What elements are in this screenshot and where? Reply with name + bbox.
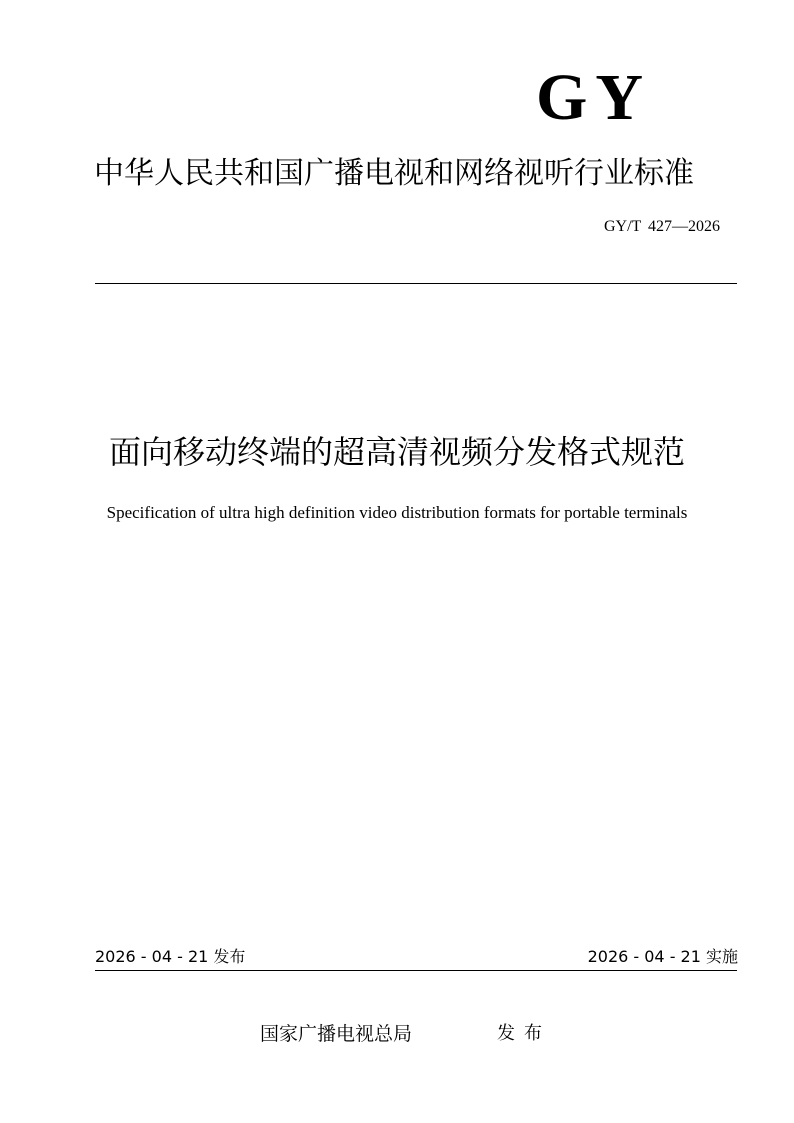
issue-action-label: 发布 — [497, 1023, 551, 1044]
industry-standard-title: 中华人民共和国广播电视和网络视听行业标准 — [94, 156, 694, 191]
issue-date: 2026 - 04 - 21 发布 — [95, 947, 246, 966]
document-title-chinese: 面向移动终端的超高清视频分发格式规范 — [108, 433, 685, 471]
issuing-authority: 国家广播电视总局 — [260, 1023, 413, 1045]
standard-number: GY/T 427—2026 — [603, 218, 720, 235]
document-title-english: Specification of ultra high definition video distribution formats for portable terminals — [106, 503, 688, 522]
bottom-divider — [95, 970, 737, 971]
implementation-date: 2026 - 04 - 21 实施 — [587, 947, 738, 966]
top-divider — [95, 283, 737, 284]
gy-logo: GY — [536, 61, 651, 134]
